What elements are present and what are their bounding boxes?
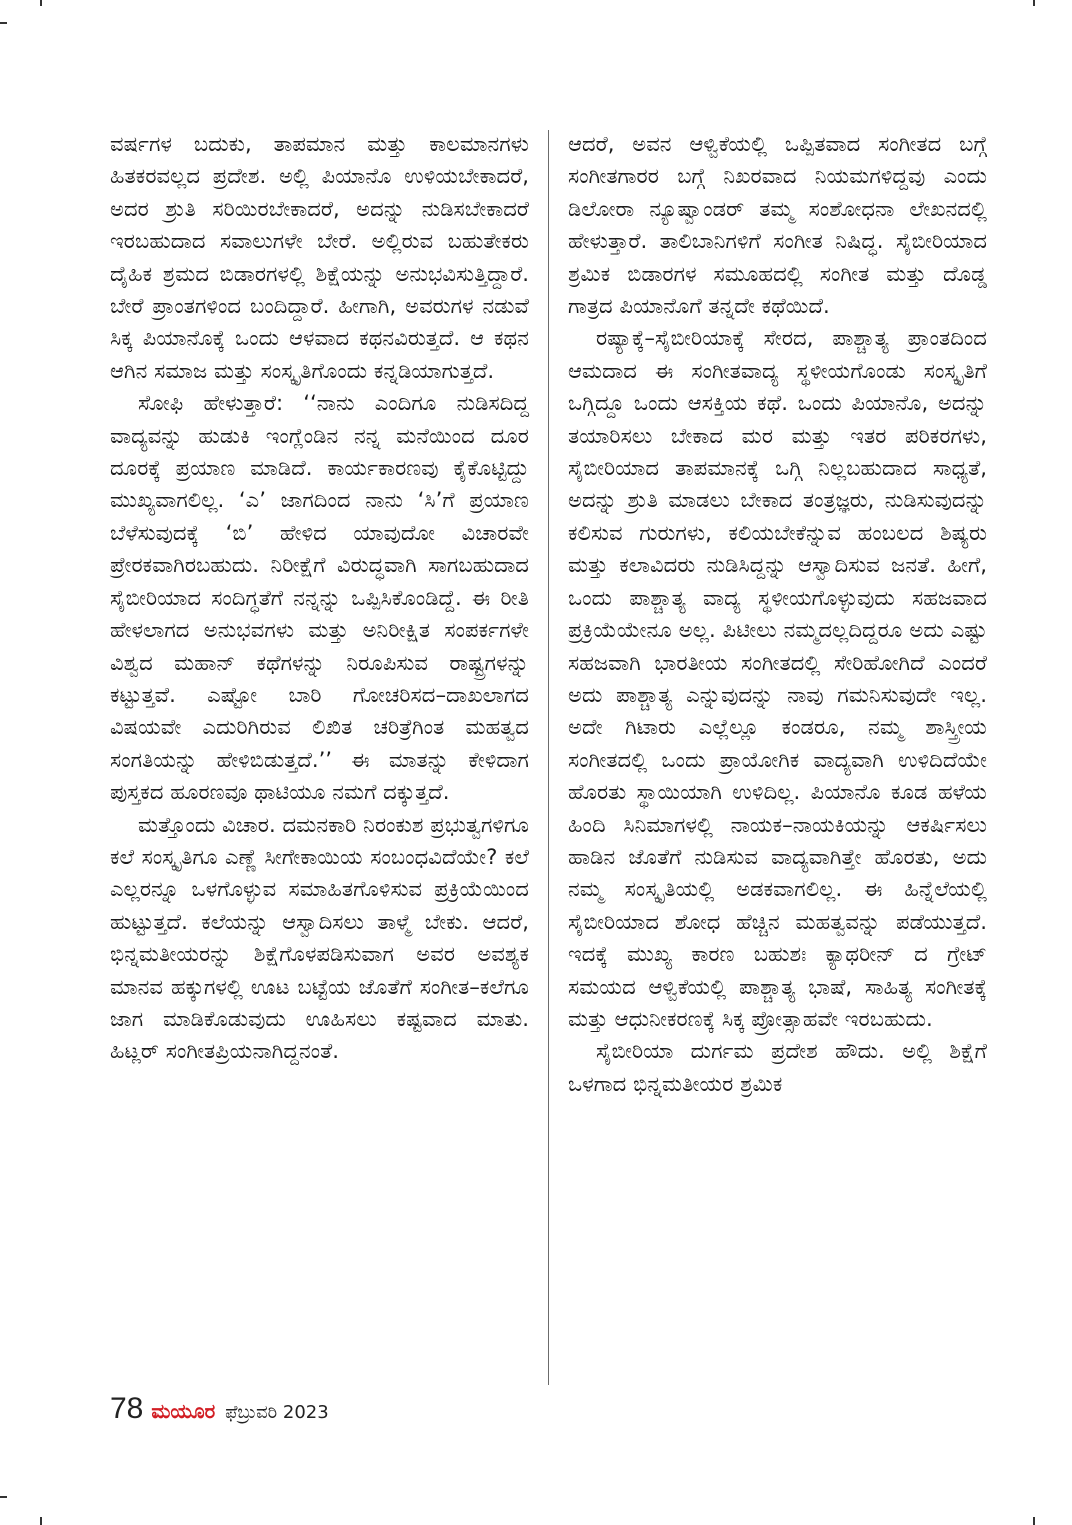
crop-mark xyxy=(40,0,42,6)
paragraph: ಆದರೆ, ಅವನ ಆಳ್ವಿಕೆಯಲ್ಲಿ ಒಪ್ಪಿತವಾದ ಸಂಗೀತದ ಬಗ್ಗೆ ಸಂಗೀತಗಾರರ ಬಗ್ಗೆ ನಿಖರವಾದ ನಿಯಮಗಳಿದ್ದವು ಎಂದು ಡಿಲೋರಾ ನ್ಯೂಷ್ವಾಂಡರ್ ತಮ್ಮ ಸಂಶೋಧನಾ ಲೇಖನದಲ್ಲಿ ಹೇಳುತ್ತಾರೆ. ತಾಲಿಬಾನಿಗಳಿಗೆ ಸಂಗೀತ ನಿಷಿದ್ಧ. ಸೈಬೀರಿಯಾದ ಶ್ರಮಿಕ ಬಿಡಾರಗಳ ಸಮೂಹದಲ್ಲಿ ಸಂಗೀತ ಮತ್ತು ದೊಡ್ಡ ಗಾತ್ರದ ಪಿಯಾನೊಗೆ ತನ್ನದೇ ಕಥೆಯಿದೆ. xyxy=(568,131,987,319)
right-column xyxy=(568,128,987,1100)
left-column xyxy=(110,128,529,1068)
paragraph: ಸೈಬೀರಿಯಾ ದುರ್ಗಮ ಪ್ರದೇಶ ಹೌದು. ಅಲ್ಲಿ ಶಿಕ್ಷೆಗೆ ಒಳಗಾದ ಭಿನ್ನಮತೀಯರ ಶ್ರಮಿಕ xyxy=(568,1038,987,1096)
page-footer xyxy=(110,1392,329,1432)
crop-mark xyxy=(0,1496,7,1498)
paragraph: ರಷ್ಯಾಕ್ಕೆ–ಸೈಬೀರಿಯಾಕ್ಕೆ ಸೇರದ, ಪಾಶ್ಚಾತ್ಯ ಪ್ರಾಂತದಿಂದ ಆಮದಾದ ಈ ಸಂಗೀತವಾದ್ಯ ಸ್ಥಳೀಯಗೊಂಡು ಸಂಸ್ಕೃತಿಗೆ ಒಗ್ಗಿದ್ದೂ ಒಂದು ಆಸಕ್ತಿಯ ಕಥೆ. ಒಂದು ಪಿಯಾನೊ, ಅದನ್ನು ತಯಾರಿಸಲು ಬೇಕಾದ ಮರ ಮತ್ತು ಇತರ ಪರಿಕರಗಳು, ಸೈಬೀರಿಯಾದ ತಾಪಮಾನಕ್ಕೆ ಒಗ್ಗಿ ನಿಲ್ಲಬಹುದಾದ ಸಾಧ್ಯತೆ, ಅದನ್ನು ಶ್ರುತಿ ಮಾಡಲು ಬೇಕಾದ ತಂತ್ರಜ್ಞರು, ನುಡಿಸುವುದನ್ನು ಕಲಿಸುವ ಗುರುಗಳು, ಕಲಿಯಬೇಕೆನ್ನುವ ಹಂಬಲದ ಶಿಷ್ಯರು ಮತ್ತು ಕಲಾವಿದರು ನುಡಿಸಿದ್ದನ್ನು ಆಸ್ವಾದಿಸುವ ಜನತೆ. ಹೀಗೆ, ಒಂದು ಪಾಶ್ಚಾತ್ಯ ವಾದ್ಯ ಸ್ಥಳೀಯಗೊಳ್ಳುವುದು ಸಹಜವಾದ ಪ್ರಕ್ರಿಯೆಯೇನೂ ಅಲ್ಲ. ಪಿಟೀಲು ನಮ್ಮದಲ್ಲದಿದ್ದರೂ ಅದು ಎಷ್ಟು ಸಹಜವಾಗಿ ಭಾರತೀಯ ಸಂಗೀತದಲ್ಲಿ ಸೇರಿಹೋಗಿದೆ ಎಂದರೆ ಅದು ಪಾಶ್ಚಾತ್ಯ ಎನ್ನುವುದನ್ನು ನಾವು ಗಮನಿಸುವುದೇ ಇಲ್ಲ. ಅದೇ ಗಿಟಾರು ಎಲ್ಲೆಲ್ಲೂ ಕಂಡರೂ, ನಮ್ಮ ಶಾಸ್ತ್ರೀಯ ಸಂಗೀತದಲ್ಲಿ ಒಂದು ಪ್ರಾಯೋಗಿಕ ವಾದ್ಯವಾಗಿ ಉಳಿದಿದೆಯೇ ಹೊರತು ಸ್ಥಾಯಿಯಾಗಿ ಉಳಿದಿಲ್ಲ. ಪಿಯಾನೊ ಕೂಡ ಹಳೆಯ ಹಿಂದಿ ಸಿನಿಮಾಗಳಲ್ಲಿ ನಾಯಕ–ನಾಯಕಿಯನ್ನು ಆಕರ್ಷಿಸಲು ಹಾಡಿನ ಜೊತೆಗೆ ನುಡಿಸುವ ವಾದ್ಯವಾಗಿತ್ತೇ ಹೊರತು, ಅದು ನಮ್ಮ ಸಂಸ್ಕೃತಿಯಲ್ಲಿ ಅಡಕವಾಗಲಿಲ್ಲ. ಈ ಹಿನ್ನೆಲೆಯಲ್ಲಿ ಸೈಬೀರಿಯಾದ ಶೋಧ ಹೆಚ್ಚಿನ ಮಹತ್ವವನ್ನು ಪಡೆಯುತ್ತದೆ. ಇದಕ್ಕೆ ಮುಖ್ಯ ಕಾರಣ ಬಹುಶಃ ಕ್ಯಾಥರೀನ್ ದ ಗ್ರೇಟ್ ಸಮಯದ ಆಳ್ವಿಕೆಯಲ್ಲಿ ಪಾಶ್ಚಾತ್ಯ ಭಾಷೆ, ಸಾಹಿತ್ಯ ಸಂಗೀತಕ್ಕೆ ಮತ್ತು ಆಧುನೀಕರಣಕ್ಕೆ ಸಿಕ್ಕ ಪ್ರೋತ್ಸಾಹವೇ ಇರಬಹುದು. xyxy=(568,325,987,1031)
paragraph: ಮತ್ತೊಂದು ವಿಚಾರ. ದಮನಕಾರಿ ನಿರಂಕುಶ ಪ್ರಭುತ್ವಗಳಿಗೂ ಕಲೆ ಸಂಸ್ಕೃತಿಗೂ ಎಣ್ಣೆ ಸೀಗೇಕಾಯಿಯ ಸಂಬಂಧವಿದೆಯೇ? ಕಲೆ ಎಲ್ಲರನ್ನೂ ಒಳಗೊಳ್ಳುವ ಸಮಾಹಿತಗೊಳಿಸುವ ಪ್ರಕ್ರಿಯೆಯಿಂದ ಹುಟ್ಟುತ್ತದೆ. ಕಲೆಯನ್ನು ಆಸ್ವಾದಿಸಲು ತಾಳ್ಮೆ ಬೇಕು. ಆದರೆ, ಭಿನ್ನಮತೀಯರನ್ನು ಶಿಕ್ಷೆಗೊಳಪಡಿಸುವಾಗ ಅವರ ಅವಶ್ಯಕ ಮಾನವ ಹಕ್ಕುಗಳಲ್ಲಿ ಊಟ ಬಟ್ಟೆಯ ಜೊತೆಗೆ ಸಂಗೀತ–ಕಲೆಗೂ ಜಾಗ ಮಾಡಿಕೊಡುವುದು ಊಹಿಸಲು ಕಷ್ಟವಾದ ಮಾತು. ಹಿಟ್ಲರ್ ಸಂಗೀತಪ್ರಿಯನಾಗಿದ್ದನಂತೆ. xyxy=(110,811,529,1064)
crop-mark xyxy=(0,22,7,24)
page-number: 78 xyxy=(110,1392,144,1425)
crop-mark xyxy=(1033,1517,1035,1525)
issue-date: ಫೆಬ್ರುವರಿ 2023 xyxy=(225,1402,329,1423)
crop-mark xyxy=(40,1517,42,1525)
magazine-logo: ಮಯೂರ xyxy=(151,1399,216,1423)
paragraph: ವರ್ಷಗಳ ಬದುಕು, ತಾಪಮಾನ ಮತ್ತು ಕಾಲಮಾನಗಳು ಹಿತಕರವಲ್ಲದ ಪ್ರದೇಶ. ಅಲ್ಲಿ ಪಿಯಾನೊ ಉಳಿಯಬೇಕಾದರೆ, ಅದರ ಶ್ರುತಿ ಸರಿಯಿರಬೇಕಾದರೆ, ಅದನ್ನು ನುಡಿಸಬೇಕಾದರೆ ಇರಬಹುದಾದ ಸವಾಲುಗಳೇ ಬೇರೆ. ಅಲ್ಲಿರುವ ಬಹುತೇಕರು ದೈಹಿಕ ಶ್ರಮದ ಬಿಡಾರಗಳಲ್ಲಿ ಶಿಕ್ಷೆಯನ್ನು ಅನುಭವಿಸುತ್ತಿದ್ದಾರೆ. ಬೇರೆ ಪ್ರಾಂತಗಳಿಂದ ಬಂದಿದ್ದಾರೆ. ಹೀಗಾಗಿ, ಅವರುಗಳ ನಡುವೆ ಸಿಕ್ಕ ಪಿಯಾನೊಕ್ಕೆ ಒಂದು ಆಳವಾದ ಕಥನವಿರುತ್ತದೆ. ಆ ಕಥನ ಆಗಿನ ಸಮಾಜ ಮತ್ತು ಸಂಸ್ಕೃತಿಗೊಂದು ಕನ್ನಡಿಯಾಗುತ್ತದೆ. xyxy=(110,131,529,383)
article-body xyxy=(110,128,990,1388)
column-divider xyxy=(548,130,549,1385)
crop-mark xyxy=(1033,0,1035,6)
paragraph: ಸೋಫಿ ಹೇಳುತ್ತಾರೆ: ‘‘ನಾನು ಎಂದಿಗೂ ನುಡಿಸದಿದ್ದ ವಾದ್ಯವನ್ನು ಹುಡುಕಿ ಇಂಗ್ಲೆಂಡಿನ ನನ್ನ ಮನೆಯಿಂದ ದೂರ ದೂರಕ್ಕೆ ಪ್ರಯಾಣ ಮಾಡಿದೆ. ಕಾರ್ಯಕಾರಣವು ಕೈಕೊಟ್ಟಿದ್ದು ಮುಖ್ಯವಾಗಲಿಲ್ಲ. ‘ಎ’ ಜಾಗದಿಂದ ನಾನು ‘ಸಿ’ಗೆ ಪ್ರಯಾಣ ಬೆಳೆಸುವುದಕ್ಕೆ ‘ಬಿ’ ಹೇಳಿದ ಯಾವುದೋ ವಿಚಾರವೇ ಪ್ರೇರಕವಾಗಿರಬಹುದು. ನಿರೀಕ್ಷೆಗೆ ವಿರುದ್ಧವಾಗಿ ಸಾಗಬಹುದಾದ ಸೈಬೀರಿಯಾದ ಸಂದಿಗ್ಧತೆಗೆ ನನ್ನನ್ನು ಒಪ್ಪಿಸಿಕೊಂಡಿದ್ದೆ. ಈ ರೀತಿ ಹೇಳಲಾಗದ ಅನುಭವಗಳು ಮತ್ತು ಅನಿರೀಕ್ಷಿತ ಸಂಪರ್ಕಗಳೇ ವಿಶ್ವದ ಮಹಾನ್ ಕಥೆಗಳನ್ನು ನಿರೂಪಿಸುವ ರಾಷ್ಟ್ರಗಳನ್ನು ಕಟ್ಟುತ್ತವೆ. ಎಷ್ಟೋ ಬಾರಿ ಗೋಚರಿಸದ–ದಾಖಲಾಗದ ವಿಷಯವೇ ಎದುರಿಗಿರುವ ಲಿಖಿತ ಚರಿತ್ರೆಗಿಂತ ಮಹತ್ವದ ಸಂಗತಿಯನ್ನು ಹೇಳಿಬಿಡುತ್ತದೆ.’’ ಈ ಮಾತನ್ನು ಕೇಳಿದಾಗ ಪುಸ್ತಕದ ಹೂರಣವೂ ಥಾಟಿಯೂ ನಮಗೆ ದಕ್ಕುತ್ತದೆ. xyxy=(110,390,529,805)
